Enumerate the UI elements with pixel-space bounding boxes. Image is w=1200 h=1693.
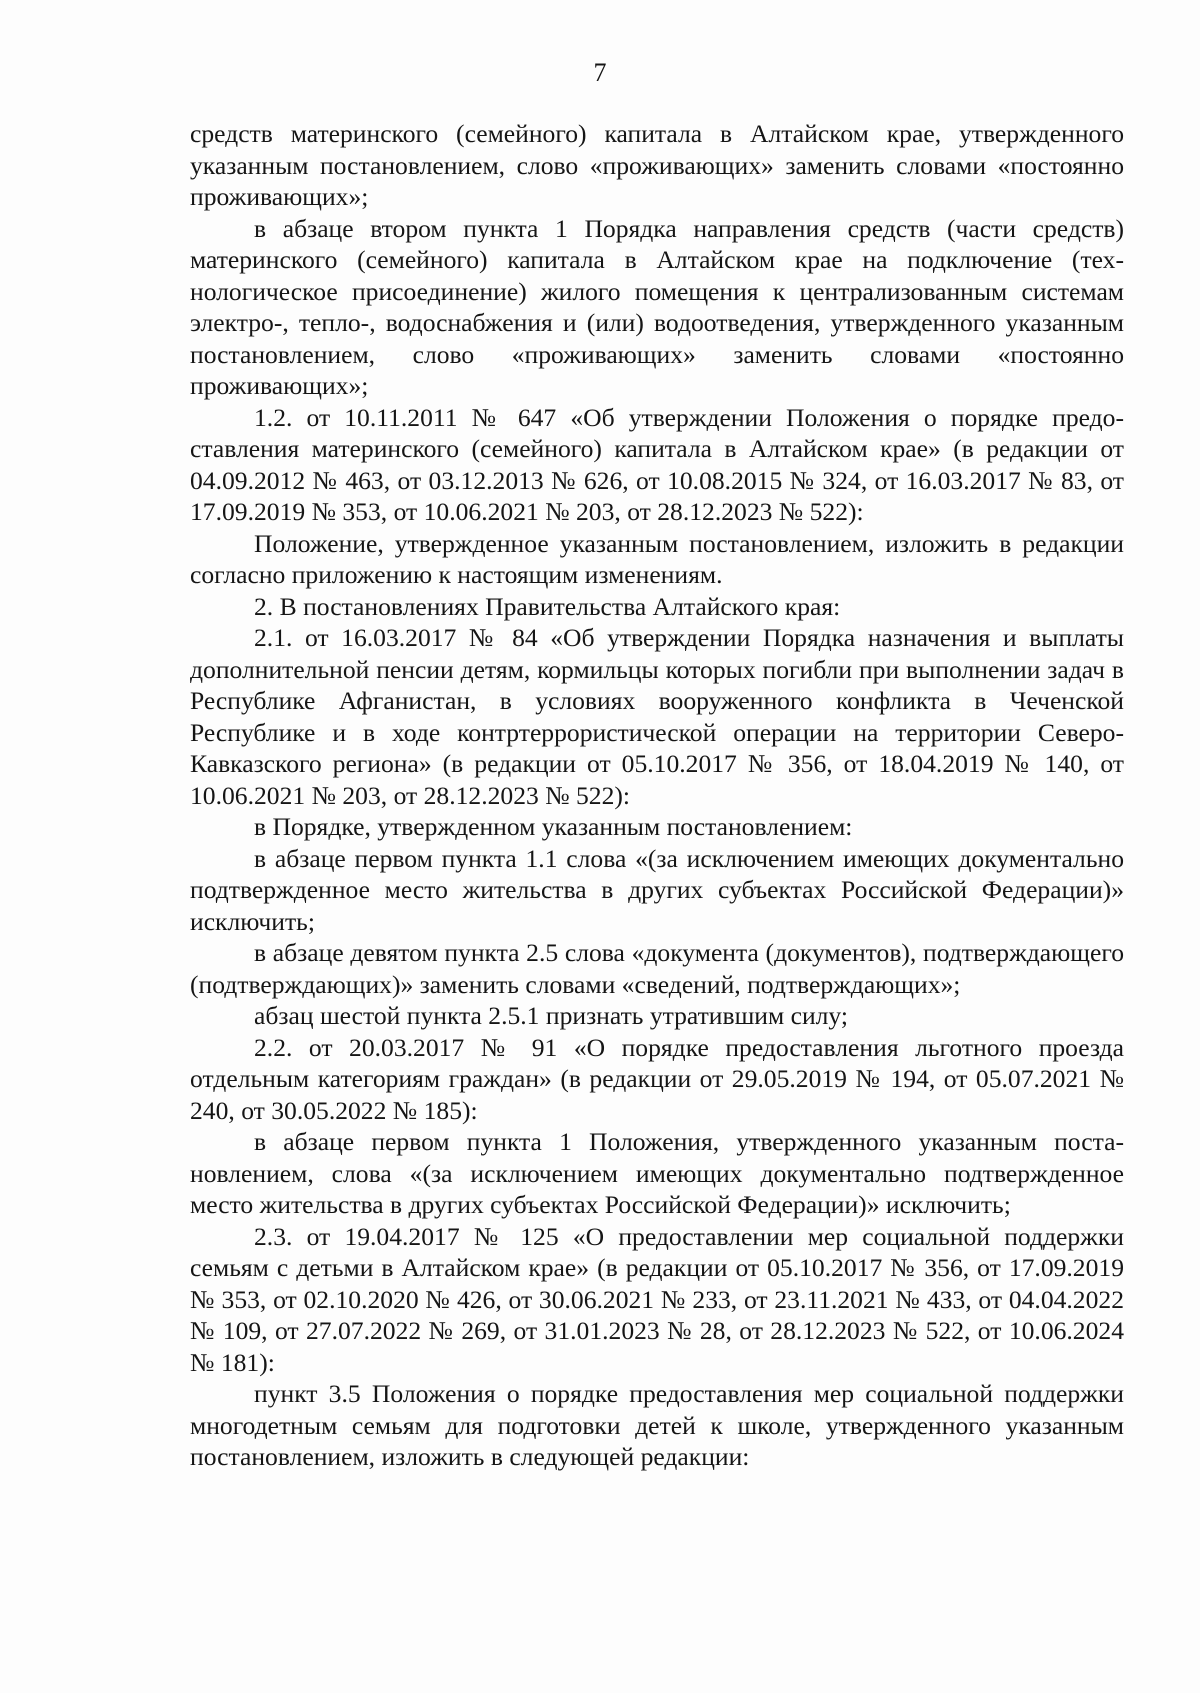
paragraph: пункт 3.5 Положения о порядке предоставления мер социальной поддержки многодетным семьям для подготовки детей к школе, утвержденного указанным постановлением, изложить в следующей редакции: (190, 1379, 1124, 1471)
paragraph-continuation: средств материнского (семейного) капитала в Алтайском крае, утвержденного указанным постановлением, слово «проживающих» заменить словами «постоянно проживающих»; (190, 119, 1124, 211)
paragraph-item-1-2: 1.2. от 10.11.2011 № 647 «Об утверждении Положения о порядке предоставления материнского (семейного) капитала в Алтайском крае» (в редакции от 04.09.2012 № 463, от 03.12.2013 № 626, от 10.08.2015 № 324, от 16.03.2017 № 83, от 17.09.2019 № 353, от 10.06.2021 № 203, от 28.12.2023 № 522): (190, 402, 1124, 526)
document-body (190, 118, 1124, 1473)
paragraph-item-2-1: 2.1. от 16.03.2017 № 84 «Об утверждении Порядка назначения и выплаты дополнительной пенсии детям, кормильцы которых погибли при выполнении задач в Республике Афганистан, в условиях вооруженного конфликта в Чеченской Республике и в ходе контртеррористической операции на территории Северо-Кавказского региона» (в редакции от 05.10.2017 № 356, от 18.04.2019 № 140, от 10.06.2021 № 203, от 28.12.2023 № 522): (190, 623, 1124, 810)
paragraph: в абзаце девятом пункта 2.5 слова «документа (документов), подтверждающего (подтверждающих)» заменить словами «сведений, подтверждающих»; (190, 938, 1124, 999)
paragraph: в абзаце втором пункта 1 Порядка направления средств (части средств) материнского (семейного) капитала в Алтайском крае на подключение (технологическое присоединение) жилого помещения к централизованным системам электро-, тепло-, водоснабжения и (или) водоотведения, утвержденного указанным постановлением, слово «проживающих» заменить словами «постоянно проживающих»; (190, 213, 1124, 400)
paragraph-item-2-2: 2.2. от 20.03.2017 № 91 «О порядке предоставления льготного проезда отдельным категориям граждан» (в редакции от 29.05.2019 № 194, от 05.07.2021 № 240, от 30.05.2022 № 185): (190, 1032, 1124, 1125)
paragraph-item-2: 2. В постановлениях Правительства Алтайского края: (254, 591, 841, 621)
paragraph: в Порядке, утвержденном указанным постановлением: (254, 812, 853, 841)
paragraph: абзац шестой пункта 2.5.1 признать утратившим силу; (254, 1001, 848, 1030)
paragraph-item-2-3: 2.3. от 19.04.2017 № 125 «О предоставлении мер социальной поддержки семьям с детьми в Алтайском крае» (в редакции от 05.10.2017 № 356, от 17.09.2019 № 353, от 02.10.2020 № 426, от 30.06.2021 № 233, от 23.11.2021 № 433, от 04.04.2022 № 109, от 27.07.2022 № 269, от 31.01.2023 № 28, от 28.12.2023 № 522, от 10.06.2024 № 181): (190, 1221, 1124, 1377)
paragraph: в абзаце первом пункта 1 Положения, утвержденного указанным постановлением, слова «(за исключением имеющих документально подтвержденное место жительства в других субъектах Российской Федерации)» исключить; (190, 1127, 1124, 1219)
paragraph: Положение, утвержденное указанным постановлением, изложить в редакции согласно приложению к настоящим изменениям. (190, 528, 1124, 589)
paragraph: в абзаце первом пункта 1.1 слова «(за исключением имеющих документально подтвержденное место жительства в других субъектах Российской Федерации)» исключить; (190, 843, 1124, 936)
page-number: 7 (593, 58, 607, 87)
